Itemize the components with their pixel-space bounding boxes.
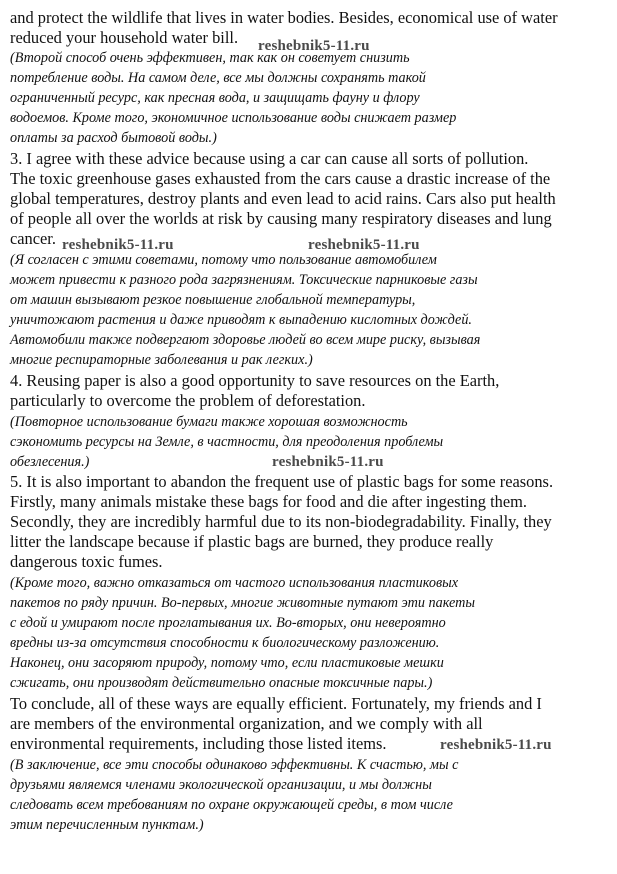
translation-line: этим перечисленным пунктам.) bbox=[10, 817, 204, 833]
text-line: cancer. bbox=[10, 229, 56, 248]
translation-line: сэкономить ресурсы на Земле, в частности, для преодоления проблемы bbox=[10, 434, 444, 450]
translation-line: Автомобили также подвергают здоровье людей во всем мире риску, вызывая bbox=[10, 332, 481, 348]
translation-line: следовать всем требованиям по охране окружающей среды, в том числе bbox=[10, 797, 453, 813]
text-line: litter the landscape because if plastic bags are burned, they produce really bbox=[10, 532, 494, 551]
text-line: dangerous toxic fumes. bbox=[10, 552, 163, 571]
translation-line: от машин вызывают резкое повышение глобальной температуры, bbox=[10, 292, 416, 308]
translation-line: уничтожают растения и даже приводят к выпадению кислотных дождей. bbox=[10, 312, 472, 328]
text-line: Secondly, they are incredibly harmful due to its non-biodegradability. Finally, they bbox=[10, 512, 552, 531]
translation-line: пакетов по ряду причин. Во-первых, многие животные путают эти пакеты bbox=[10, 595, 475, 611]
translation-line: (Кроме того, важно отказаться от частого использования пластиковых bbox=[10, 575, 459, 591]
translation-line: (Второй способ очень эффективен, так как он советует снизить bbox=[10, 50, 410, 66]
translation-line: Наконец, они засоряют природу, потому что, если пластиковые мешки bbox=[10, 655, 444, 671]
text-line: of people all over the worlds at risk by causing many respiratory diseases and lung bbox=[10, 209, 552, 228]
text-line: environmental requirements, including those listed items. bbox=[10, 734, 387, 753]
translation-line: оплаты за расход бытовой воды.) bbox=[10, 130, 217, 146]
text-line: To conclude, all of these ways are equally efficient. Fortunately, my friends and I bbox=[10, 694, 542, 713]
translation-line: может привести к разного рода загрязнениям. Токсические парниковые газы bbox=[10, 272, 478, 288]
text-line: particularly to overcome the problem of deforestation. bbox=[10, 391, 366, 410]
text-line: are members of the environmental organization, and we comply with all bbox=[10, 714, 483, 733]
translation-line: друзьями являемся членами экологической организации, и мы должны bbox=[10, 777, 432, 793]
text-line: 3. I agree with these advice because using a car can cause all sorts of pollution. bbox=[10, 149, 529, 168]
text-line: Firstly, many animals mistake these bags for food and die after ingesting them. bbox=[10, 492, 527, 511]
text-line: 5. It is also important to abandon the frequent use of plastic bags for some reasons. bbox=[10, 472, 554, 491]
watermark: reshebnik5-11.ru bbox=[62, 237, 174, 253]
translation-line: сжигать, они производят действительно опасные токсичные пары.) bbox=[10, 675, 433, 691]
translation-line: вредны из-за отсутствия способности к биологическому разложению. bbox=[10, 635, 440, 651]
translation-line: (В заключение, все эти способы одинаково эффективны. К счастью, мы с bbox=[10, 757, 459, 773]
translation-line: (Я согласен с этими советами, потому что пользование автомобилем bbox=[10, 252, 437, 268]
text-line: global temperatures, destroy plants and even lead to acid rains. Cars also put health bbox=[10, 189, 556, 208]
text-line: and protect the wildlife that lives in water bodies. Besides, economical use of water bbox=[10, 8, 558, 27]
watermark: reshebnik5-11.ru bbox=[440, 737, 552, 753]
translation-line: (Повторное использование бумаги также хорошая возможность bbox=[10, 414, 408, 430]
translation-line: многие респираторные заболевания и рак легких.) bbox=[10, 352, 313, 368]
text-line: reduced your household water bill. bbox=[10, 28, 239, 47]
translation-line: водоемов. Кроме того, экономичное использование воды снижает размер bbox=[10, 110, 457, 126]
watermark: reshebnik5-11.ru bbox=[308, 237, 420, 253]
translation-line: с едой и умирают после проглатывания их. Во-вторых, они невероятно bbox=[10, 615, 446, 631]
translation-line: ограниченный ресурс, как пресная вода, и защищать фауну и флору bbox=[10, 90, 420, 106]
watermark: reshebnik5-11.ru bbox=[258, 38, 370, 54]
watermark: reshebnik5-11.ru bbox=[272, 454, 384, 470]
translation-line: потребление воды. На самом деле, все мы должны сохранять такой bbox=[10, 70, 426, 86]
translation-line: обезлесения.) bbox=[10, 454, 90, 470]
text-line: 4. Reusing paper is also a good opportunity to save resources on the Earth, bbox=[10, 371, 500, 390]
text-line: The toxic greenhouse gases exhausted from the cars cause a drastic increase of the bbox=[10, 169, 551, 188]
